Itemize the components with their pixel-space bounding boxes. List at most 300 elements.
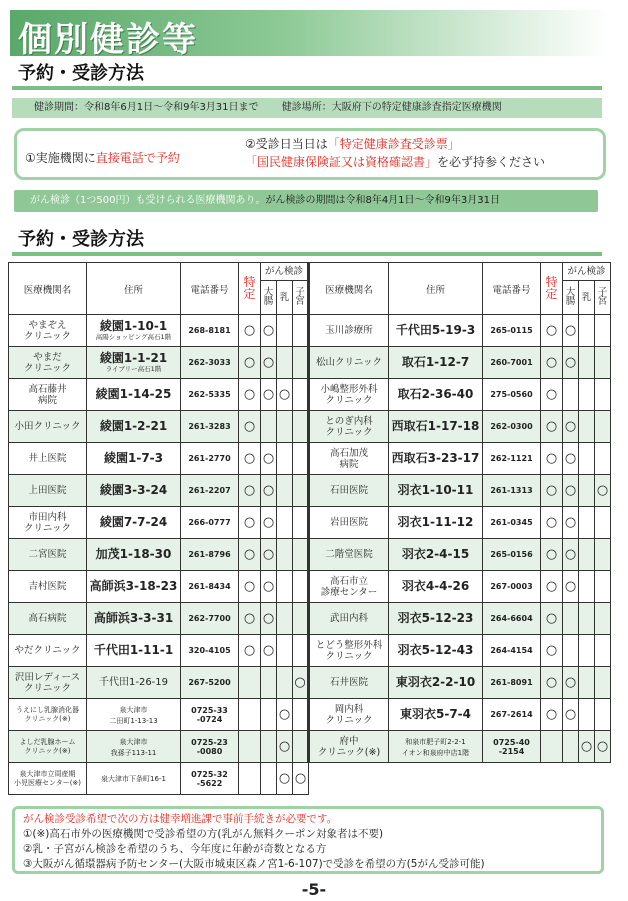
clinic-name: 井上医院 bbox=[9, 443, 87, 475]
clinic-address bbox=[389, 379, 483, 411]
clinic-phone: 261-2770 bbox=[181, 443, 239, 475]
header-tokutei-left-text: 特定 bbox=[243, 274, 256, 302]
mark-breast bbox=[277, 443, 293, 475]
mark-colon: ○ bbox=[261, 507, 277, 539]
clinic-address bbox=[87, 763, 181, 795]
mark-colon: ○ bbox=[563, 571, 579, 603]
mark-breast bbox=[579, 603, 595, 635]
mark-breast: ○ bbox=[579, 731, 595, 763]
mark-uterus bbox=[293, 731, 309, 763]
clinic-address-text: 羽衣4-4-26 bbox=[401, 578, 470, 593]
header-tokutei-right-text: 特定 bbox=[545, 274, 558, 302]
clinic-name: 高石藤井 病院 bbox=[9, 379, 87, 411]
clinic-address-text: 東羽衣5-7-4 bbox=[399, 706, 471, 721]
clinic-name: 吉村医院 bbox=[9, 571, 87, 603]
clinic-address bbox=[87, 411, 181, 443]
mark-tokutei bbox=[541, 731, 563, 763]
clinic-phone: 267-2614 bbox=[483, 699, 541, 731]
gan-note-bar bbox=[14, 190, 598, 212]
clinic-name: やだクリニック bbox=[9, 635, 87, 667]
header-uterus-left bbox=[293, 281, 309, 315]
mark-colon: ○ bbox=[563, 699, 579, 731]
clinic-phone: 275-0560 bbox=[483, 379, 541, 411]
clinic-address bbox=[389, 699, 483, 731]
mark-colon: ○ bbox=[563, 507, 579, 539]
mark-colon: ○ bbox=[563, 667, 579, 699]
mark-tokutei: ○ bbox=[239, 635, 261, 667]
mark-uterus bbox=[293, 443, 309, 475]
header-colon-left bbox=[261, 281, 277, 315]
mark-colon: ○ bbox=[563, 475, 579, 507]
clinic-address-sub: ライブリー高石1階 bbox=[105, 364, 162, 373]
mark-uterus bbox=[293, 699, 309, 731]
mark-tokutei: ○ bbox=[239, 315, 261, 347]
step2-red2: 「国民健康保険証又は資格確認書」 bbox=[245, 155, 438, 169]
mark-uterus bbox=[293, 603, 309, 635]
mark-uterus bbox=[595, 507, 611, 539]
clinic-address bbox=[87, 315, 181, 347]
clinic-phone: 262-3033 bbox=[181, 347, 239, 379]
mark-tokutei bbox=[239, 763, 261, 795]
clinic-address-text: 綾園1-2-21 bbox=[99, 418, 168, 433]
empty-cell bbox=[579, 763, 595, 795]
clinic-name: 府中 クリニック(※) bbox=[309, 731, 389, 763]
clinic-address bbox=[87, 571, 181, 603]
table-row bbox=[9, 667, 611, 699]
clinic-address-text: 高師浜3-3-31 bbox=[93, 610, 174, 625]
clinic-phone: 262-1121 bbox=[483, 443, 541, 475]
clinic-address bbox=[389, 635, 483, 667]
empty-cell bbox=[309, 763, 389, 795]
period-term: 健診期間：令和8年6月1日〜令和9年3月31日まで bbox=[34, 102, 259, 113]
mark-tokutei: ○ bbox=[239, 411, 261, 443]
mark-breast bbox=[579, 315, 595, 347]
empty-cell bbox=[541, 763, 563, 795]
mark-tokutei: ○ bbox=[541, 603, 563, 635]
mark-tokutei: ○ bbox=[239, 379, 261, 411]
clinic-address-text: 綾園1-10-1 bbox=[99, 318, 168, 333]
clinic-name: 高石加茂 病院 bbox=[309, 443, 389, 475]
mark-breast bbox=[277, 667, 293, 699]
empty-cell bbox=[389, 763, 483, 795]
clinic-address-text: 和泉市肥子町2-2-1 イオン和泉府中店1階 bbox=[401, 737, 470, 757]
header-breast-left: 乳 bbox=[277, 281, 293, 315]
mark-colon bbox=[261, 699, 277, 731]
clinic-address bbox=[389, 603, 483, 635]
clinic-name: 松山クリニック bbox=[309, 347, 389, 379]
empty-cell bbox=[563, 763, 579, 795]
section-heading-2-text: 予約・受診方法 bbox=[18, 229, 144, 250]
header-breast-right: 乳 bbox=[579, 281, 595, 315]
clinic-phone: 267-5200 bbox=[181, 667, 239, 699]
clinic-address-text: 羽衣5-12-23 bbox=[397, 610, 474, 625]
empty-cell bbox=[595, 763, 611, 795]
mark-tokutei: ○ bbox=[541, 315, 563, 347]
clinic-table-body bbox=[9, 315, 611, 795]
clinic-phone: 261-8091 bbox=[483, 667, 541, 699]
table-row bbox=[9, 731, 611, 763]
clinic-address bbox=[389, 443, 483, 475]
clinic-name: やまぞえ クリニック bbox=[9, 315, 87, 347]
mark-colon bbox=[261, 763, 277, 795]
mark-tokutei: ○ bbox=[239, 507, 261, 539]
mark-colon: ○ bbox=[261, 571, 277, 603]
mark-colon bbox=[261, 411, 277, 443]
clinic-phone: 260-7001 bbox=[483, 347, 541, 379]
mark-tokutei: ○ bbox=[541, 667, 563, 699]
mark-uterus: ○ bbox=[595, 475, 611, 507]
clinic-address-text: 羽衣1-10-11 bbox=[397, 482, 474, 497]
mark-colon bbox=[563, 731, 579, 763]
mark-breast bbox=[277, 635, 293, 667]
mark-uterus bbox=[293, 571, 309, 603]
mark-breast bbox=[277, 411, 293, 443]
mark-uterus bbox=[293, 539, 309, 571]
clinic-address-text: 綾園7-7-24 bbox=[99, 514, 168, 529]
clinic-phone: 0725-40 -2154 bbox=[483, 731, 541, 763]
clinic-phone: 262-7700 bbox=[181, 603, 239, 635]
header-uterus-left-text: 子宮 bbox=[295, 286, 305, 308]
mark-breast bbox=[579, 571, 595, 603]
mark-breast bbox=[579, 379, 595, 411]
clinic-address bbox=[389, 539, 483, 571]
clinic-phone: 266-0777 bbox=[181, 507, 239, 539]
mark-colon: ○ bbox=[261, 347, 277, 379]
header-colon-right-text: 大腸 bbox=[565, 286, 576, 308]
clinic-address-text: 取石2-36-40 bbox=[397, 386, 474, 401]
page-title: 個別健診等 bbox=[18, 20, 198, 60]
clinic-address bbox=[87, 347, 181, 379]
clinic-address-text: 千代田1-11-1 bbox=[93, 642, 174, 657]
step2-text: ②受診日当日は bbox=[245, 137, 328, 151]
header-gan-right: がん検診 bbox=[563, 263, 611, 281]
how-to-box bbox=[14, 128, 606, 180]
mark-tokutei bbox=[239, 699, 261, 731]
clinic-name: 石田医院 bbox=[309, 475, 389, 507]
mark-tokutei: ○ bbox=[239, 475, 261, 507]
mark-uterus bbox=[293, 379, 309, 411]
mark-uterus bbox=[595, 411, 611, 443]
clinic-address bbox=[87, 603, 181, 635]
table-row bbox=[9, 315, 611, 347]
table-row bbox=[9, 411, 611, 443]
mark-colon: ○ bbox=[261, 635, 277, 667]
clinic-phone: 261-0345 bbox=[483, 507, 541, 539]
clinic-address bbox=[389, 411, 483, 443]
notes-box bbox=[12, 806, 604, 874]
mark-breast bbox=[579, 411, 595, 443]
table-row bbox=[9, 763, 611, 795]
mark-breast: ○ bbox=[277, 763, 293, 795]
clinic-phone: 262-0300 bbox=[483, 411, 541, 443]
mark-breast bbox=[277, 507, 293, 539]
mark-uterus bbox=[293, 411, 309, 443]
step2-tail: を必ず持参ください bbox=[437, 155, 546, 169]
mark-tokutei: ○ bbox=[541, 507, 563, 539]
header-uterus-right-text: 子宮 bbox=[597, 286, 608, 308]
period-place: 健診場所：大阪府下の特定健康診査指定医療機関 bbox=[281, 102, 502, 113]
mark-uterus bbox=[595, 539, 611, 571]
mark-breast bbox=[277, 347, 293, 379]
mark-breast bbox=[277, 315, 293, 347]
clinic-address-text: 西取石1-17-18 bbox=[391, 418, 480, 433]
header-addr-right: 住所 bbox=[389, 263, 483, 315]
step2 bbox=[245, 135, 545, 171]
mark-uterus bbox=[293, 475, 309, 507]
clinic-address bbox=[87, 539, 181, 571]
mark-tokutei: ○ bbox=[541, 443, 563, 475]
section-heading-1 bbox=[12, 64, 602, 90]
clinic-address bbox=[389, 731, 483, 763]
table-row bbox=[9, 507, 611, 539]
note-3: ③大阪がん循環器病予防センター(大阪市城東区森ノ宮1-6-107)で受診を希望の方(5がん受診可能) bbox=[23, 858, 485, 870]
clinic-name: とのぎ内科 クリニック bbox=[309, 411, 389, 443]
clinic-address-text: 泉大津市 二田町1-13-13 bbox=[109, 705, 158, 725]
clinic-name: 武田内科 bbox=[309, 603, 389, 635]
clinic-name: 小田クリニック bbox=[9, 411, 87, 443]
mark-uterus bbox=[595, 603, 611, 635]
clinic-phone: 265-0156 bbox=[483, 539, 541, 571]
mark-tokutei: ○ bbox=[239, 443, 261, 475]
step1 bbox=[25, 149, 180, 166]
step1-text: ①実施機関に bbox=[25, 151, 96, 165]
clinic-name: 高石市立 診療センター bbox=[309, 571, 389, 603]
note-2: ②乳・子宮がん検診を希望のうち、今年度に年齢が奇数となる方 bbox=[23, 843, 327, 855]
mark-colon bbox=[261, 731, 277, 763]
mark-colon: ○ bbox=[563, 539, 579, 571]
clinic-name: 泉大津市立周産期 小児医療センター(※) bbox=[9, 763, 87, 795]
header-name-right: 医療機関名 bbox=[309, 263, 389, 315]
clinic-phone: 265-0115 bbox=[483, 315, 541, 347]
clinic-name: 高石病院 bbox=[9, 603, 87, 635]
clinic-phone: 264-4154 bbox=[483, 635, 541, 667]
mark-colon: ○ bbox=[261, 475, 277, 507]
mark-uterus: ○ bbox=[293, 763, 309, 795]
mark-breast bbox=[579, 699, 595, 731]
clinic-phone: 261-3283 bbox=[181, 411, 239, 443]
clinic-address bbox=[87, 699, 181, 731]
clinic-address bbox=[389, 667, 483, 699]
clinic-name: 小嶋整形外科 クリニック bbox=[309, 379, 389, 411]
mark-breast bbox=[579, 475, 595, 507]
clinic-phone: 0725-32 -5622 bbox=[181, 763, 239, 795]
clinic-name: よしだ乳腺ホーム クリニック(※) bbox=[9, 731, 87, 763]
mark-tokutei: ○ bbox=[541, 347, 563, 379]
mark-colon bbox=[563, 635, 579, 667]
mark-tokutei bbox=[239, 731, 261, 763]
table-row bbox=[9, 699, 611, 731]
clinic-name: 二宮医院 bbox=[9, 539, 87, 571]
clinic-address bbox=[87, 507, 181, 539]
mark-uterus bbox=[293, 347, 309, 379]
clinic-name: 玉川診療所 bbox=[309, 315, 389, 347]
header-tokutei-right bbox=[541, 263, 563, 315]
clinic-phone: 264-6604 bbox=[483, 603, 541, 635]
mark-uterus: ○ bbox=[293, 667, 309, 699]
mark-breast bbox=[579, 635, 595, 667]
clinic-phone: 0725-23 -0080 bbox=[181, 731, 239, 763]
mark-colon: ○ bbox=[563, 347, 579, 379]
step2-red1: 「特定健康診査受診票」 bbox=[327, 137, 460, 151]
clinic-phone: 261-2207 bbox=[181, 475, 239, 507]
mark-uterus bbox=[595, 443, 611, 475]
mark-colon bbox=[563, 603, 579, 635]
mark-colon bbox=[563, 379, 579, 411]
header-tokutei-left bbox=[239, 263, 261, 315]
clinic-address bbox=[87, 635, 181, 667]
mark-tokutei: ○ bbox=[541, 539, 563, 571]
clinic-name: 石井医院 bbox=[309, 667, 389, 699]
header-phone-right: 電話番号 bbox=[483, 263, 541, 315]
clinic-address-text: 泉大津市 我孫子113-11 bbox=[110, 737, 157, 757]
header-phone-left: 電話番号 bbox=[181, 263, 239, 315]
mark-tokutei: ○ bbox=[541, 635, 563, 667]
mark-colon: ○ bbox=[261, 379, 277, 411]
mark-colon: ○ bbox=[261, 539, 277, 571]
clinic-name: うえにし乳腺消化器 クリニック(※) bbox=[9, 699, 87, 731]
clinic-address bbox=[389, 315, 483, 347]
empty-cell bbox=[483, 763, 541, 795]
clinic-address-sub: 高陽ショッピング高石1階 bbox=[95, 332, 172, 341]
mark-breast bbox=[579, 347, 595, 379]
clinic-address bbox=[389, 475, 483, 507]
clinic-name: やまだ クリニック bbox=[9, 347, 87, 379]
header-gan-left: がん検診 bbox=[261, 263, 309, 281]
mark-breast bbox=[579, 507, 595, 539]
clinic-phone: 261-1313 bbox=[483, 475, 541, 507]
clinic-address bbox=[389, 507, 483, 539]
note-1: ①(※)高石市外の医療機関で受診希望の方(乳がん無料クーポン対象者は不要) bbox=[23, 828, 384, 840]
clinic-address-text: 綾園1-14-25 bbox=[95, 386, 172, 401]
mark-uterus bbox=[293, 635, 309, 667]
mark-uterus bbox=[595, 379, 611, 411]
mark-uterus: ○ bbox=[595, 731, 611, 763]
mark-tokutei: ○ bbox=[239, 571, 261, 603]
mark-colon: ○ bbox=[261, 315, 277, 347]
clinic-phone: 268-8181 bbox=[181, 315, 239, 347]
clinic-phone: 320-4105 bbox=[181, 635, 239, 667]
section-heading-2 bbox=[12, 230, 602, 256]
section-heading-1-text: 予約・受診方法 bbox=[18, 63, 144, 84]
table-row bbox=[9, 571, 611, 603]
clinic-address-text: 羽衣5-12-43 bbox=[397, 642, 474, 657]
mark-uterus bbox=[293, 315, 309, 347]
mark-colon: ○ bbox=[563, 315, 579, 347]
table-row bbox=[9, 635, 611, 667]
page-number: -5- bbox=[301, 880, 327, 899]
clinic-address-text: 羽衣2-4-15 bbox=[401, 546, 470, 561]
mark-breast: ○ bbox=[277, 731, 293, 763]
period-bar bbox=[12, 98, 602, 118]
mark-colon: ○ bbox=[563, 411, 579, 443]
clinic-address-text: 綾園3-3-24 bbox=[99, 482, 168, 497]
header-uterus-right bbox=[595, 281, 611, 315]
mark-breast bbox=[277, 475, 293, 507]
clinic-name: 上田医院 bbox=[9, 475, 87, 507]
header-colon-left-text: 大腸 bbox=[263, 286, 274, 308]
mark-tokutei: ○ bbox=[239, 539, 261, 571]
clinic-phone: 261-8796 bbox=[181, 539, 239, 571]
clinic-name: 岩田医院 bbox=[309, 507, 389, 539]
clinic-address bbox=[87, 379, 181, 411]
clinic-address bbox=[87, 475, 181, 507]
mark-uterus bbox=[595, 347, 611, 379]
mark-breast bbox=[277, 571, 293, 603]
clinic-address-text: 取石1-12-7 bbox=[401, 354, 470, 369]
mark-breast: ○ bbox=[277, 379, 293, 411]
clinic-table bbox=[8, 262, 611, 795]
mark-colon bbox=[261, 667, 277, 699]
clinic-address-text: 加茂1-18-30 bbox=[95, 546, 172, 561]
header-addr-left: 住所 bbox=[87, 263, 181, 315]
clinic-address-text: 西取石3-23-17 bbox=[391, 450, 480, 465]
mark-tokutei: ○ bbox=[541, 411, 563, 443]
mark-tokutei: ○ bbox=[541, 379, 563, 411]
mark-uterus bbox=[595, 571, 611, 603]
mark-breast bbox=[579, 667, 595, 699]
gan-note-white: がん検診（1つ500円）も受けられる医療機関あり。 bbox=[30, 195, 266, 206]
clinic-address-text: 千代田5-19-3 bbox=[395, 322, 476, 337]
mark-uterus bbox=[293, 507, 309, 539]
clinic-phone: 261-8434 bbox=[181, 571, 239, 603]
mark-tokutei: ○ bbox=[541, 699, 563, 731]
clinic-phone: 262-5335 bbox=[181, 379, 239, 411]
clinic-phone: 267-0003 bbox=[483, 571, 541, 603]
mark-tokutei bbox=[239, 667, 261, 699]
mark-colon: ○ bbox=[261, 603, 277, 635]
clinic-address-text: 東羽衣2-2-10 bbox=[395, 674, 476, 689]
table-row bbox=[9, 443, 611, 475]
mark-uterus bbox=[595, 315, 611, 347]
mark-uterus bbox=[595, 635, 611, 667]
clinic-name: 市田内科 クリニック bbox=[9, 507, 87, 539]
clinic-address bbox=[87, 667, 181, 699]
mark-uterus bbox=[595, 699, 611, 731]
clinic-address-text: 泉大津市下条町16-1 bbox=[101, 775, 166, 783]
mark-colon: ○ bbox=[563, 443, 579, 475]
clinic-address-text: 綾園1-7-3 bbox=[103, 450, 163, 465]
title-bar bbox=[10, 10, 610, 60]
mark-tokutei: ○ bbox=[239, 347, 261, 379]
mark-breast bbox=[277, 603, 293, 635]
mark-breast bbox=[579, 539, 595, 571]
header-colon-right bbox=[563, 281, 579, 315]
clinic-name: とどう整形外科 クリニック bbox=[309, 635, 389, 667]
clinic-address-text: 綾園1-1-21 bbox=[99, 350, 168, 365]
table-row bbox=[9, 347, 611, 379]
clinic-address-text: 高師浜3-18-23 bbox=[89, 578, 178, 593]
mark-tokutei: ○ bbox=[239, 603, 261, 635]
clinic-phone: 0725-33 -0724 bbox=[181, 699, 239, 731]
table-row bbox=[9, 475, 611, 507]
header-name-left: 医療機関名 bbox=[9, 263, 87, 315]
notes-head: がん検診受診希望で次の方は健幸増進課で事前手続きが必要です。 bbox=[23, 813, 338, 825]
clinic-address-text: 羽衣1-11-12 bbox=[397, 514, 474, 529]
mark-uterus bbox=[595, 667, 611, 699]
table-row bbox=[9, 539, 611, 571]
mark-breast: ○ bbox=[277, 699, 293, 731]
clinic-name: 二階堂医院 bbox=[309, 539, 389, 571]
table-row bbox=[9, 379, 611, 411]
step1-red: 直接電話で予約 bbox=[95, 151, 180, 165]
clinic-address bbox=[87, 731, 181, 763]
mark-tokutei: ○ bbox=[541, 475, 563, 507]
gan-note-black: がん検診の期間は令和8年4月1日〜令和9年3月31日 bbox=[265, 195, 500, 206]
mark-tokutei: ○ bbox=[541, 571, 563, 603]
clinic-address bbox=[87, 443, 181, 475]
table-row bbox=[9, 603, 611, 635]
clinic-address bbox=[389, 347, 483, 379]
